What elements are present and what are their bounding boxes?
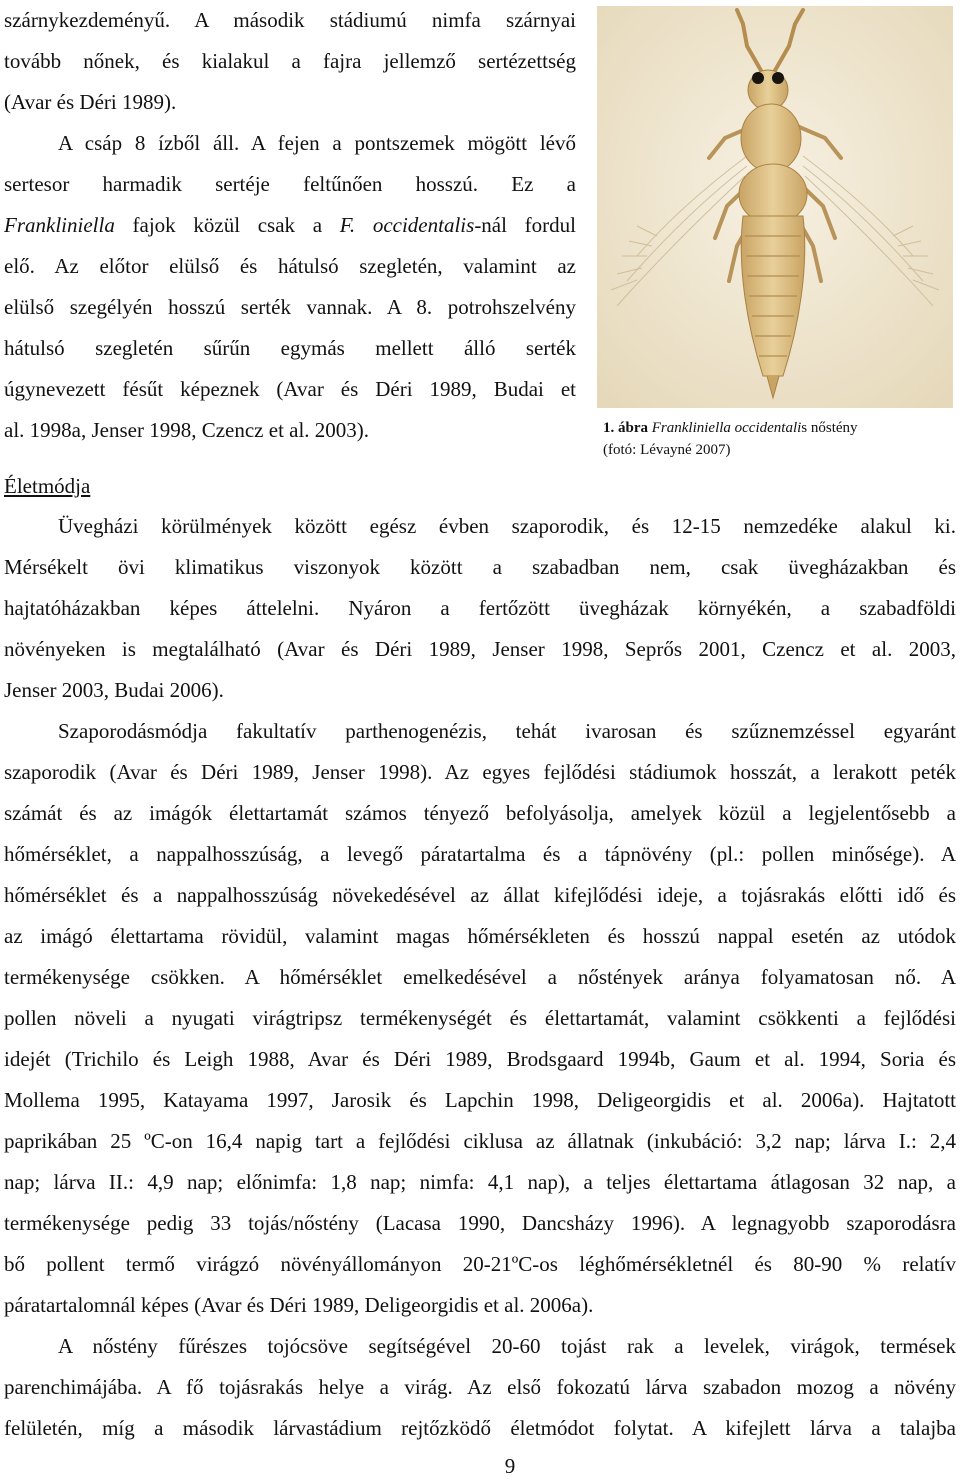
text-line: (Avar és Déri 1989). <box>4 90 177 114</box>
figure-number: 1. ábra <box>603 420 648 436</box>
text-line: Mollema 1995, Katayama 1997, Jarosik és Lapchin 1998, Deligeorgidis et al. 2006a). Hajtatott <box>4 1088 956 1112</box>
text-line: termékenysége pedig 33 tojás/nőstény (Lacasa 1990, Dancsházy 1996). A legnagyobb szaporodásra <box>4 1211 956 1235</box>
text-line: parenchimájába. A fő tojásrakás helye a virág. Az első fokozatú lárva szabadon mozog a növény <box>4 1375 956 1399</box>
text-line: úgynevezett fésűt képeznek (Avar és Déri 1989, Budai et <box>4 377 576 401</box>
thrips-photo <box>597 6 953 408</box>
text-line: termékenysége csökken. A hőmérséklet emelkedésével a nőstények aránya folyamatosan nő. A <box>4 965 956 989</box>
text-line: sertesor harmadik sertéje feltűnően hosszú. Ez a <box>4 172 576 196</box>
page-number: 9 <box>504 1454 516 1478</box>
text-line: idejét (Trichilo és Leigh 1988, Avar és Déri 1989, Brodsgaard 1994b, Gaum et al. 1994, Soria és <box>4 1047 956 1071</box>
text-line: elő. Az előtor elülső és hátulsó szegletén, valamint az <box>4 254 576 278</box>
text-line: növényeken is megtalálható (Avar és Déri 1989, Jenser 1998, Seprős 2001, Czencz et al. 2003, <box>4 637 956 661</box>
text-line: A nőstény fűrészes tojócsöve segítségével 20-60 tojást rak a levelek, virágok, termések <box>58 1334 956 1358</box>
text-run: -nál fordul <box>474 213 576 237</box>
text-line: al. 1998a, Jenser 1998, Czencz et al. 2003). <box>4 418 370 442</box>
text-line: bő pollent termő virágzó növényállományon 20-21ºC-os léghőmérsékletnél és 80-90 % relatív <box>4 1252 956 1276</box>
text-line: az imágó élettartama rövidül, valamint magas hőmérsékleten és hosszú nappal esetén az utódok <box>4 924 956 948</box>
text-line: A csáp 8 ízből áll. A fejen a pontszemek mögött lévő <box>58 131 576 155</box>
text-line: hőmérséklet, a nappalhosszúság, a levegő páratartalma és a tápnövény (pl.: pollen minősége). A <box>4 842 956 866</box>
text-line: számát és az imágók élettartamát számos tényező befolyásolja, amelyek közül a legjelentősebb a <box>4 801 956 825</box>
figure-credit: (fotó: Lévayné 2007) <box>603 442 731 458</box>
text-line: tovább nőnek, és kialakul a fajra jellemző sertézettség <box>4 49 576 73</box>
text-line: páratartalomnál képes (Avar és Déri 1989, Deligeorgidis et al. 2006a). <box>4 1293 594 1317</box>
section-heading: Életmódja <box>4 474 91 498</box>
text-run: fajok közül csak a <box>114 213 340 237</box>
text-line <box>4 211 576 239</box>
text-line: paprikában 25 ºC-on 16,4 napig tart a fejlődési ciklusa az állatnak (inkubáció: 3,2 nap; lárva I.: 2,4 <box>4 1129 956 1153</box>
text-line: Mérsékelt övi klimatikus viszonyok között a szabadban nem, csak üvegházakban és <box>4 555 956 579</box>
text-line: nap; lárva II.: 4,9 nap; előnimfa: 1,8 nap; nimfa: 4,1 nap), a teljes élettartama átlagosan 32 nap, a <box>4 1170 956 1194</box>
text-line: szaporodik (Avar és Déri 1989, Jenser 1998). Az egyes fejlődési stádiumok hosszát, a lerakott peték <box>4 760 956 784</box>
text-line: pollen növeli a nyugati virágtripsz termékenységét és élettartamát, valamint csökkenti a fejlődési <box>4 1006 956 1030</box>
text-line: Üvegházi körülmények között egész évben szaporodik, és 12-15 nemzedéke alakul ki. <box>58 514 956 538</box>
caption-text: s nőstény <box>801 420 858 436</box>
text-line: felületén, míg a második lárvastádium rejtőzködő életmódot folytat. A kifejlett lárva a talajba <box>4 1416 956 1440</box>
species-name: Frankliniella occidentali <box>651 420 802 436</box>
thrips-illustration <box>597 6 953 408</box>
text-line: hőmérséklet és a nappalhosszúság növekedésével az állat kifejlődési ideje, a tojásrakás előtti idő és <box>4 883 956 907</box>
text-line: szárnykezdeményű. A második stádiumú nimfa szárnyai <box>4 8 576 32</box>
figure-caption <box>603 418 858 438</box>
text-line: hajtatóházakban képes áttelelni. Nyáron a fertőzött üvegházak környékén, a szabadföldi <box>4 596 956 620</box>
species-name: Frankliniella <box>4 213 115 237</box>
text-line: hátulsó szegletén sűrűn egymás mellett álló serték <box>4 336 576 360</box>
text-line: Szaporodásmódja fakultatív parthenogenézis, tehát ivarosan és szűznemzéssel egyaránt <box>58 719 956 743</box>
text-line: Jenser 2003, Budai 2006). <box>4 678 224 702</box>
species-name: F. occidentalis <box>339 213 475 237</box>
text-line: elülső szegélyén hosszú serték vannak. A 8. potrohszelvény <box>4 295 576 319</box>
